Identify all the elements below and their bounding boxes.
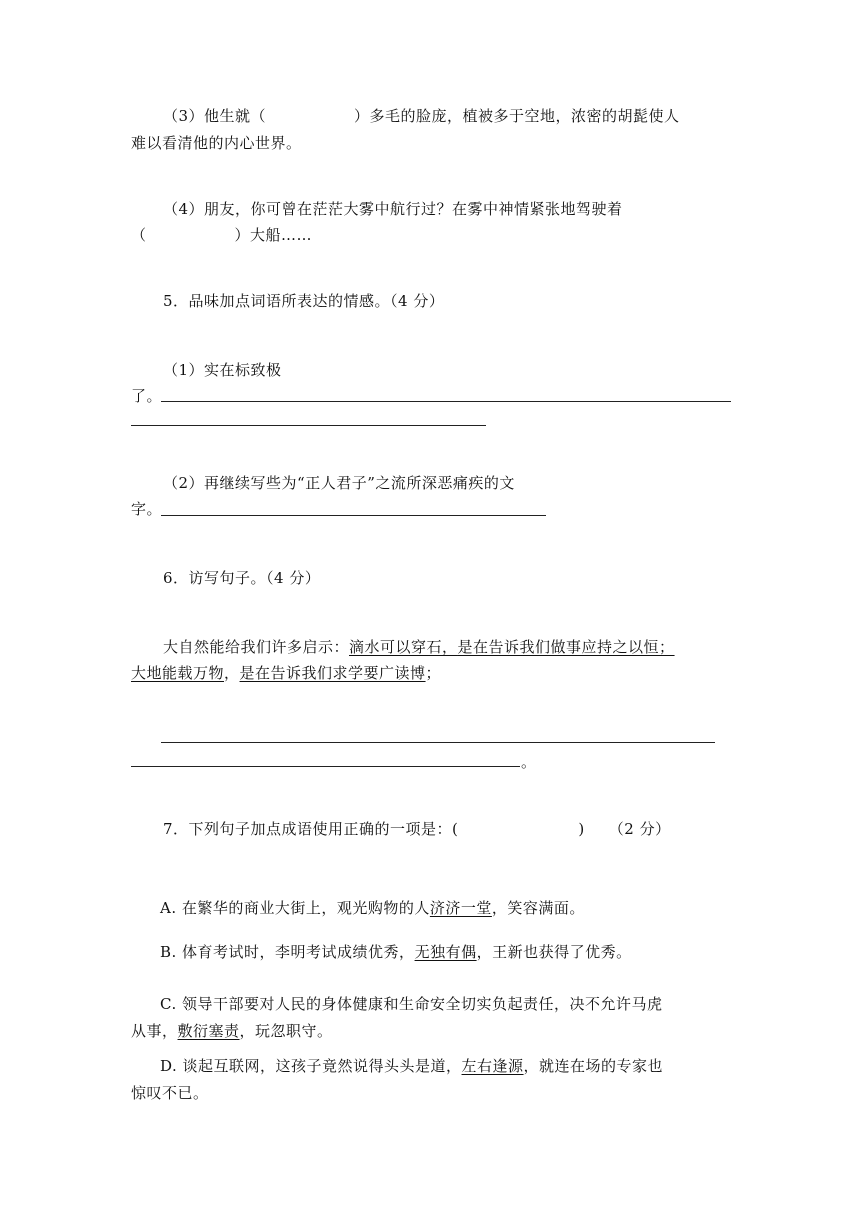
q5-item1-line1: （1）实在标致极	[163, 361, 282, 379]
q4-item4-text-a: （	[131, 226, 147, 244]
q7-option-c-tail: ，玩忽职守。	[239, 1022, 333, 1040]
q6-heading: 6．访写句子。（4 分）	[163, 569, 321, 587]
q6-intro: 大自然能给我们许多启示：	[163, 638, 350, 656]
q7-option-b-tail: ，王新也获得了优秀。	[476, 943, 632, 961]
q7-option-b-text: B. 体育考试时，李明考试成绩优秀，	[160, 943, 415, 961]
q4-item3-line2: 难以看清他的内心世界。	[131, 134, 302, 152]
q7-option-b[interactable]	[160, 942, 632, 962]
q5-item2-answer-line[interactable]	[161, 515, 546, 516]
q6-answer-line-1[interactable]	[161, 742, 715, 743]
q6-answer-line-2[interactable]	[131, 766, 520, 767]
q4-item4-text-b: ）大船……	[234, 226, 313, 244]
q7-option-d-text: D. 谈起互联网，这孩子竟然说得头头是道，	[160, 1057, 462, 1075]
q4-item3-text-b: ）多毛的脸庞，植被多于空地，浓密的胡髭使人	[354, 107, 680, 125]
q7-option-c-line2[interactable]	[131, 1021, 333, 1041]
q7-option-a-tail: ，笑容满面。	[491, 899, 585, 917]
q6-example1-part-b: 是在告诉我们做事应持之以恒；	[457, 638, 675, 656]
q7-option-d-tail: ，就连在场的专家也	[523, 1057, 664, 1075]
q6-example1-part-a: 滴水可以穿石，	[349, 638, 458, 656]
q7-option-b-idiom: 无独有偶	[414, 943, 477, 961]
q7-option-c-idiom: 敷衍塞责	[177, 1022, 240, 1040]
q7-option-c-text: 从事，	[131, 1022, 178, 1040]
q5-item1-line2: 了。	[131, 387, 163, 405]
q7-option-d-idiom: 左右逢源	[461, 1057, 524, 1075]
q6-answer-end: 。	[521, 753, 537, 771]
q7-points: （2 分）	[608, 820, 671, 838]
q7-option-c-line1[interactable]: C. 领导干部要对人民的身体健康和生命安全切实负起责任，决不允许马虎	[160, 995, 663, 1013]
q4-item4-line2	[131, 225, 312, 245]
q5-item1-answer-line-2[interactable]	[131, 425, 486, 426]
q6-example2-sep: ，	[224, 664, 240, 682]
q5-item2-line2: 字。	[131, 500, 163, 518]
q4-item3-line1	[163, 106, 680, 126]
q7-heading-text: 7．下列句子加点成语使用正确的一项是：(	[163, 820, 459, 838]
q5-heading: 5．品味加点词语所表达的情感。（4 分）	[163, 292, 445, 310]
q7-heading-close: )	[578, 820, 585, 838]
q6-example-line1	[163, 637, 675, 657]
q4-item3-text-a: （3）他生就（	[163, 107, 267, 125]
q6-example2-end: ；	[425, 664, 442, 682]
q5-item2-line1: （2）再继续写些为“正人君子”之流所深恶痛疾的文	[163, 474, 515, 492]
q7-option-a-idiom: 济济一堂	[429, 899, 492, 917]
q7-option-a[interactable]	[160, 898, 585, 918]
q6-example2-part-b: 是在告诉我们求学要广读博	[239, 664, 426, 682]
q7-option-a-text: A. 在繁华的商业大街上，观光购物的人	[160, 899, 430, 917]
q7-option-d-line1[interactable]	[160, 1056, 663, 1076]
q4-item4-line1: （4）朋友，你可曾在茫茫大雾中航行过？在雾中神情紧张地驾驶着	[163, 200, 623, 218]
q5-item1-answer-line-1[interactable]	[161, 401, 731, 402]
q7-option-d-line2[interactable]: 惊叹不已。	[131, 1084, 209, 1102]
q6-example2-part-a: 大地能载万物	[131, 664, 225, 682]
q7-heading	[163, 819, 671, 839]
q6-example-line2	[131, 663, 441, 683]
